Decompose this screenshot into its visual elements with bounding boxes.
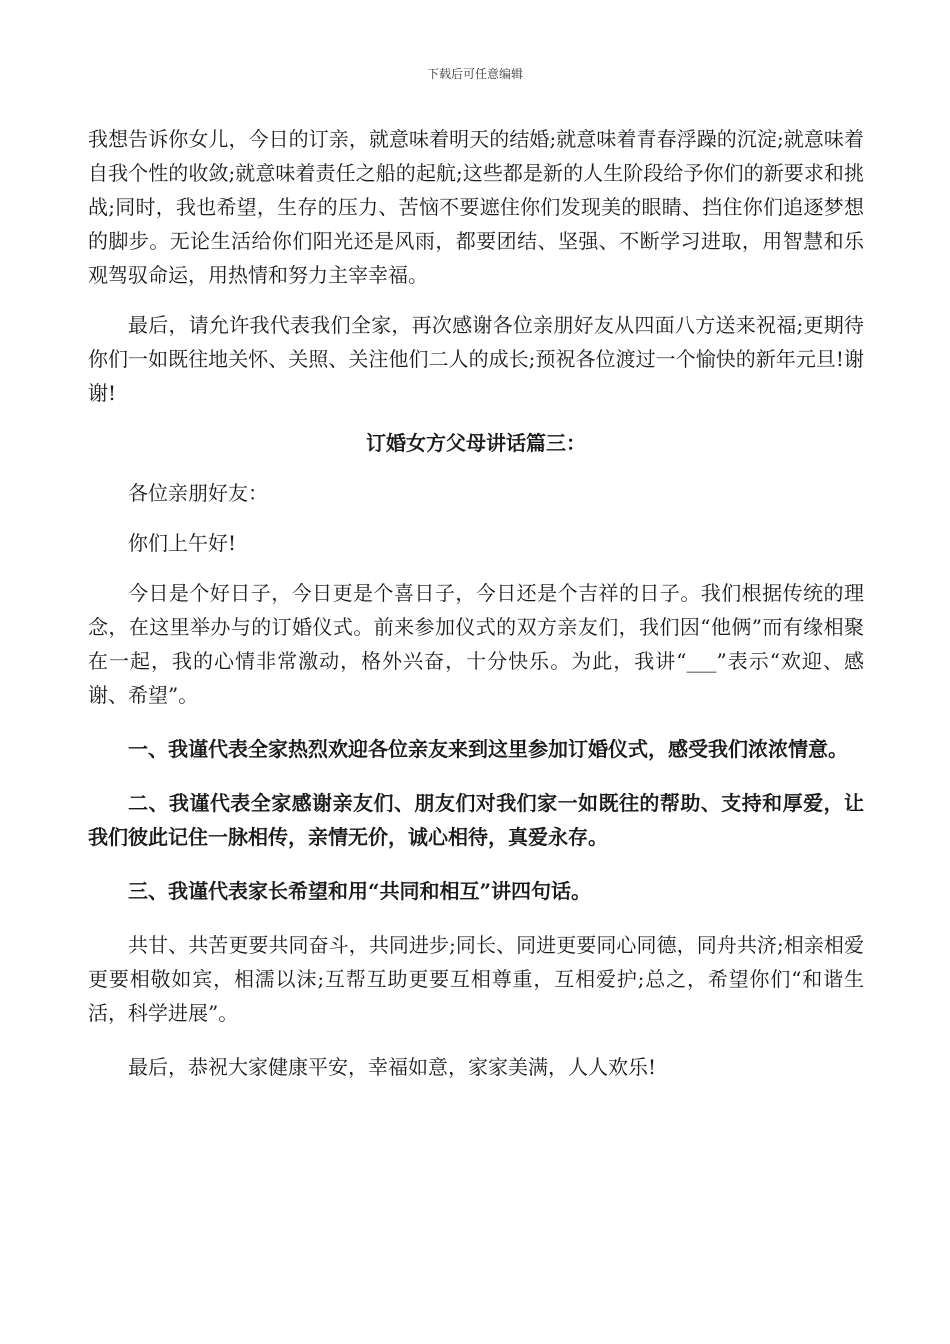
page-header: 下载后可任意编辑 — [426, 67, 523, 81]
point-gratitude: 二、我谨代表全家感谢亲友们、朋友们对我们家一如既往的帮助、支持和厚爱，让我们彼此记住一脉相传，亲情无价，诚心相待，真爱永存。 — [88, 791, 864, 849]
point-hope: 三、我谨代表家长希望和用“共同和相互”讲四句话。 — [128, 879, 592, 903]
paragraph-thanks-closing: 最后，请允许我代表我们全家，再次感谢各位亲朋好友从四面八方送来祝福;更期待你们一如既往地关怀、关照、关注他们二人的成长;预祝各位渡过一个愉快的新年元旦!谢谢! — [88, 313, 864, 405]
document-body — [88, 122, 864, 1084]
paragraph-final-blessing: 最后，恭祝大家健康平安，幸福如意，家家美满，人人欢乐! — [128, 1055, 657, 1079]
paragraph-four-sayings: 共甘、共苦更要共同奋斗，共同进步;同长、同进更要同心同德，同舟共济;相亲相爱更要相敬如宾，相濡以沫;互帮互助更要互相尊重，互相爱护;总之，希望你们“和谐生活，科学进展”。 — [88, 933, 864, 1025]
point-welcome: 一、我谨代表全家热烈欢迎各位亲友来到这里参加订婚仪式，感受我们浓浓情意。 — [128, 737, 848, 761]
salutation: 各位亲朋好友： — [128, 481, 268, 505]
greeting: 你们上午好! — [128, 531, 237, 555]
paragraph-advice-to-daughter: 我想告诉你女儿，今日的订亲，就意味着明天的结婚;就意味着青春浮躁的沉淀;就意味着自我个性的收敛;就意味着责任之船的起航;这些都是新的人生阶段给予你们的新要求和挑战;同时，我也希望，生存的压力、苦恼不要遮住你们发现美的眼睛、挡住你们追逐梦想的脚步。无论生活给你们阳光还是风雨，都要团结、坚强、不断学习进取，用智慧和乐观驾驭命运，用热情和努力主宰幸福。 — [88, 127, 864, 287]
section-heading: 订婚女方父母讲话篇三： — [366, 431, 586, 455]
paragraph-opening: 今日是个好日子，今日更是个喜日子，今日还是个吉祥的日子。我们根据传统的理念，在这里举办与的订婚仪式。前来参加仪式的双方亲友们，我们因“他俩”而有缘相聚在一起，我的心情非常激动，格外兴奋，十分快乐。为此，我讲“___”表示“欢迎、感谢、希望”。 — [88, 581, 864, 707]
